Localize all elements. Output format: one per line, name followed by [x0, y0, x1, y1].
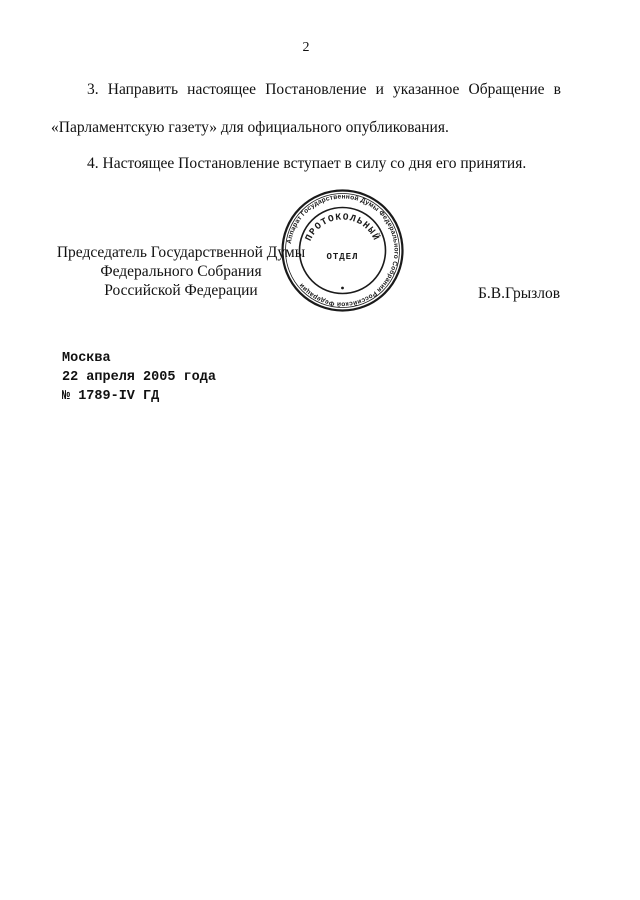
seal-graphic [280, 188, 405, 313]
page-number: 2 [302, 40, 310, 55]
official-seal [280, 188, 405, 313]
stamp-city: Москва [62, 351, 111, 366]
signatory-title-line-2: Федерального Собрания [100, 263, 262, 280]
signatory-name: Б.В.Грызлов [478, 285, 561, 302]
stamp-number: № 1789-IV ГД [62, 389, 160, 404]
stamp-date: 22 апреля 2005 года [62, 370, 216, 385]
signatory-title-line-1: Председатель Государственной Думы [56, 244, 306, 261]
seal-inner-text-bottom: ОТДЕЛ [326, 252, 359, 262]
registration-stamp [62, 349, 216, 406]
paragraph-3-line-1: 3. Направить настоящее Постановление и указанное Обращение в [87, 81, 561, 98]
paragraph-3-line-2: «Парламентскую газету» для официального опубликования. [51, 119, 449, 136]
seal-star [341, 287, 344, 290]
seal-inner-text-top: ПРОТОКОЛЬНЫЙ [302, 211, 383, 243]
seal-ring-text: Аппарат Государственной Думы Федерального Собрания Российской Федерации [285, 193, 400, 308]
seal-outer-ring [283, 191, 403, 311]
signatory-title [56, 243, 306, 300]
paragraph-4: 4. Настоящее Постановление вступает в силу со дня его принятия. [87, 155, 527, 172]
signatory-title-line-3: Российской Федерации [104, 282, 258, 299]
